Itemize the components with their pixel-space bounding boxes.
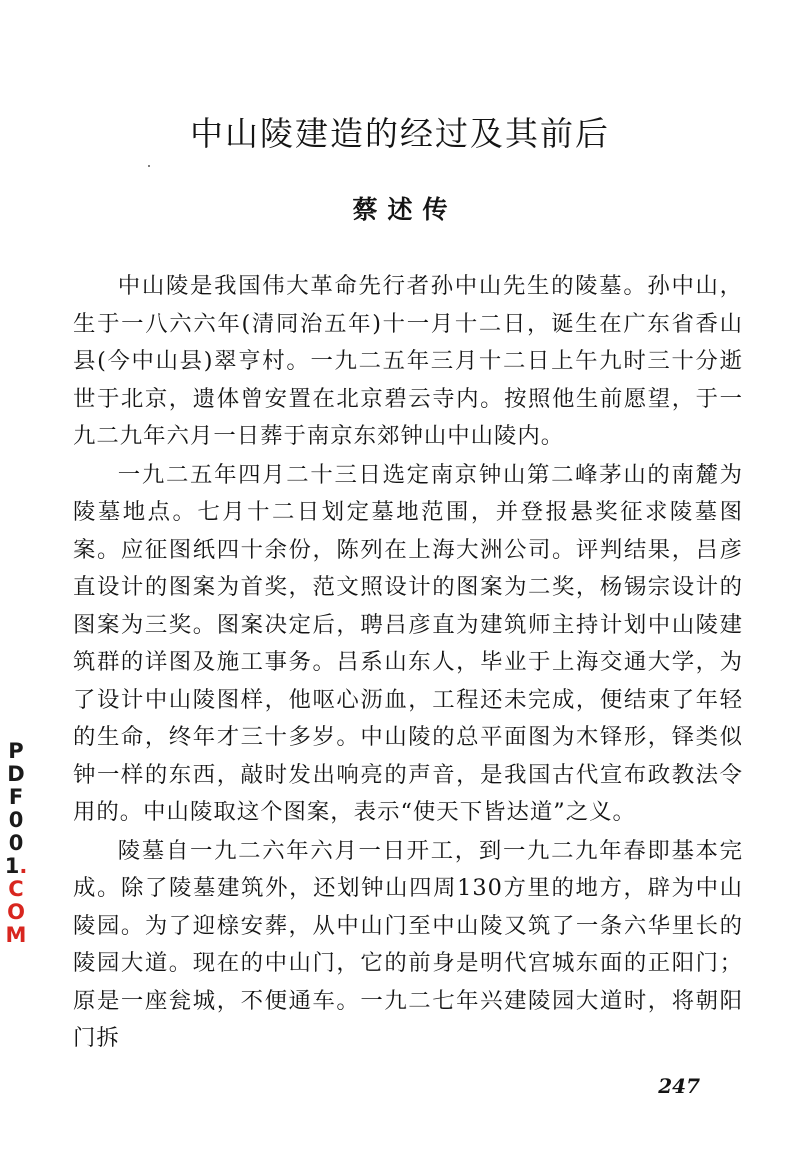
article-title: 中山陵建造的经过及其前后	[190, 114, 610, 153]
scan-speck	[148, 165, 150, 167]
paragraph-3: 陵墓自一九二六年六月一日开工，到一九二九年春即基本完成。除了陵墓建筑外，还划钟山四周130方里的地方，辟为中山陵园。为了迎榇安葬，从中山门至中山陵又筑了一条六华里长的陵园大道。现在的中山门，它的前身是明代宫城东面的正阳门；原是一座瓮城，不便通车。一九二七年兴建陵园大道时，将朝阳门拆	[73, 837, 743, 1051]
article-body	[73, 268, 743, 1059]
watermark-part1: PDF001	[4, 739, 25, 878]
page-number: 247	[658, 1074, 700, 1098]
site-watermark	[2, 740, 30, 947]
article-author: 蔡述传	[352, 195, 458, 224]
paragraph-2: 一九二五年四月二十三日选定南京钟山第二峰茅山的南麓为陵墓地点。七月十二日划定墓地范围，并登报悬奖征求陵墓图案。应征图纸四十余份，陈列在上海大洲公司。评判结果，吕彦直设计的图案为首奖，范文照设计的图案为二奖，杨锡宗设计的图案为三奖。图案决定后，聘吕彦直为建筑师主持计划中山陵建筑群的详图及施工事务。吕系山东人，毕业于上海交通大学，为了设计中山陵图样，他呕心沥血，工程还未完成，便结束了年轻的生命，终年才三十多岁。中山陵的总平面图为木铎形，铎类似钟一样的东西，敲时发出响亮的声音，是我国古代宣布政教法令用的。中山陵取这个图案，表示“使天下皆达道”之义。	[73, 461, 743, 825]
paragraph-1: 中山陵是我国伟大革命先行者孙中山先生的陵墓。孙中山，生于一八六六年(清同治五年)十一月十二日，诞生在广东省香山县(今中山县)翠亨村。一九二五年三月十二日上午九时三十分逝世于北京，遗体曾安置在北京碧云寺内。按照他生前愿望，于一九二九年六月一日葬于南京东郊钟山中山陵内。	[73, 273, 743, 449]
watermark-part2: .COM	[5, 854, 28, 947]
